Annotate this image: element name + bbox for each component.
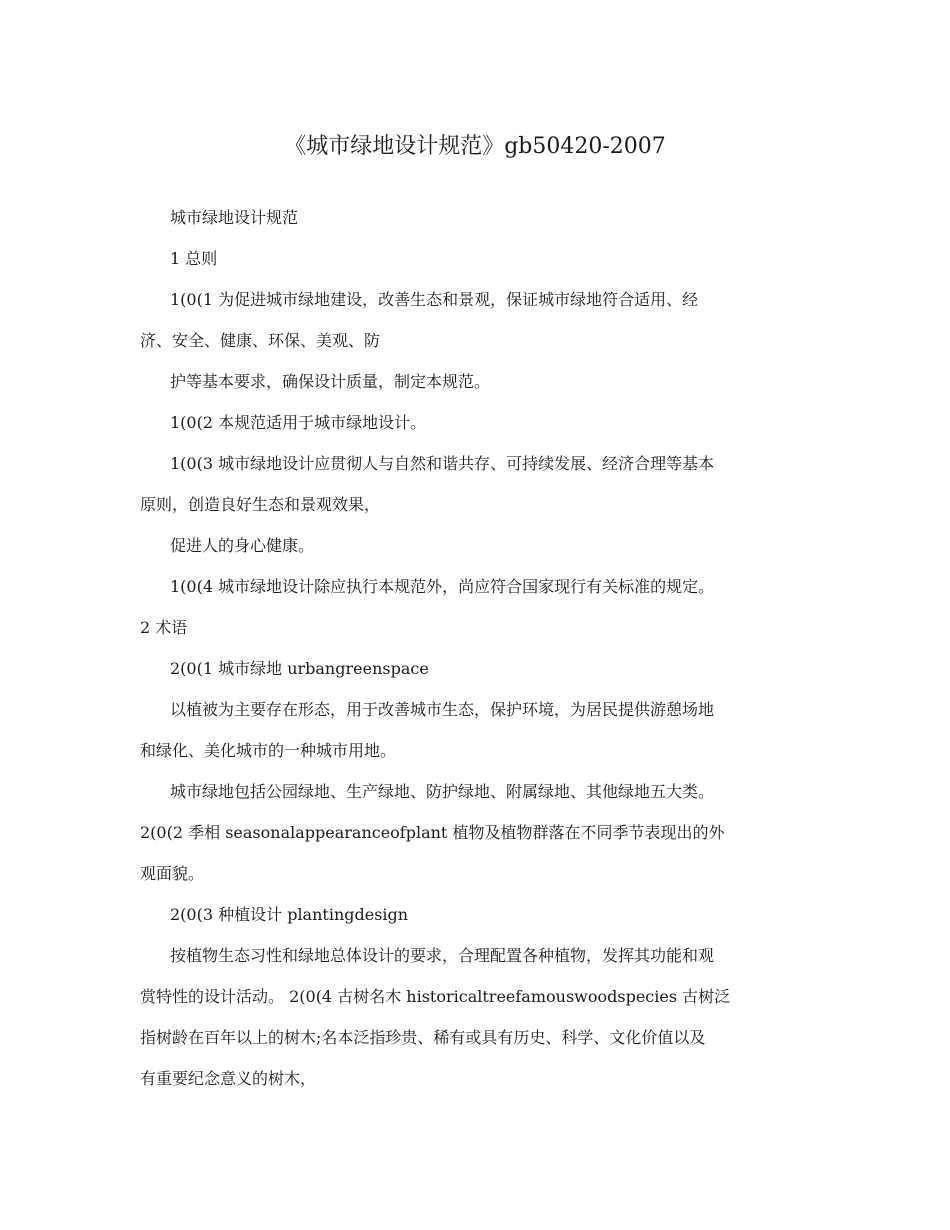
text-line: 观面貌。 xyxy=(140,864,205,883)
text-line: 济、安全、健康、环保、美观、防 xyxy=(140,331,381,350)
text-line: 有重要纪念意义的树木， xyxy=(140,1069,317,1088)
text-line: 赏特性的设计活动。 2(0(4 古树名木 historicaltreefamouswoodspecies 古树泛 xyxy=(140,987,731,1006)
text-line: 2(0(1 城市绿地 urbangreenspace xyxy=(170,659,429,678)
document-title: 《城市绿地设计规范》gb50420-2007 xyxy=(284,134,666,159)
text-line: 指树龄在百年以上的树木;名本泛指珍贵、稀有或具有历史、科学、文化价值以及 xyxy=(140,1028,706,1047)
text-line: 1 总则 xyxy=(170,249,218,268)
text-line: 1(0(4 城市绿地设计除应执行本规范外，尚应符合国家现行有关标准的规定。 xyxy=(170,577,715,596)
text-line: 护等基本要求，确保设计质量，制定本规范。 xyxy=(170,372,491,391)
text-line: 城市绿地包括公园绿地、生产绿地、防护绿地、附属绿地、其他绿地五大类。 xyxy=(170,782,715,801)
document-body xyxy=(140,197,810,1099)
text-line: 按植物生态习性和绿地总体设计的要求，合理配置各种植物，发挥其功能和观 xyxy=(170,946,715,965)
text-line: 和绿化、美化城市的一种城市用地。 xyxy=(140,741,397,760)
text-line: 2(0(2 季相 seasonalappearanceofplant 植物及植物群落在不同季节表现出的外 xyxy=(140,823,725,842)
text-line: 1(0(1 为促进城市绿地建设，改善生态和景观，保证城市绿地符合适用、经 xyxy=(170,290,699,309)
text-line: 原则，创造良好生态和景观效果， xyxy=(140,495,381,514)
text-line: 城市绿地设计规范 xyxy=(170,208,299,227)
text-line: 1(0(3 城市绿地设计应贯彻人与自然和谐共存、可持续发展、经济合理等基本 xyxy=(170,454,715,473)
text-line: 2 术语 xyxy=(140,618,188,637)
text-line: 促进人的身心健康。 xyxy=(170,536,315,555)
text-line: 以植被为主要存在形态，用于改善城市生态，保护环境，为居民提供游憩场地 xyxy=(170,700,715,719)
text-line: 2(0(3 种植设计 plantingdesign xyxy=(170,905,409,924)
text-line: 1(0(2 本规范适用于城市绿地设计。 xyxy=(170,413,427,432)
